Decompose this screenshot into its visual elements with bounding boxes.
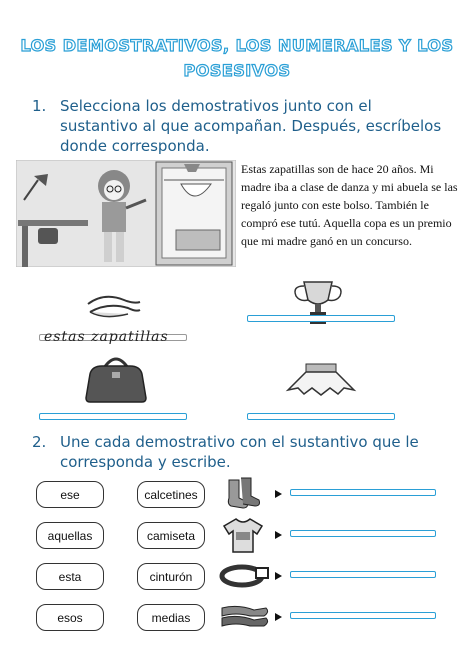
arrow-icon <box>275 531 282 539</box>
noun-pill[interactable]: camiseta <box>137 522 205 549</box>
story-text: Estas zapatillas son de hace 20 años. Mi madre iba a clase de danza y mi abuela se las regaló junto con este bolso. También le compró ese tutú. Aquella copa es un premio que mi madre ganó en un concurso. <box>241 162 458 248</box>
answer-line[interactable] <box>290 612 436 619</box>
exercise-2-number: 2. <box>32 433 47 451</box>
answer-line-3[interactable] <box>39 413 187 420</box>
noun-pill[interactable]: medias <box>137 604 205 631</box>
arrow-icon <box>275 572 282 580</box>
title-line-2: POSESIVOS <box>183 61 291 80</box>
answer-line[interactable] <box>290 530 436 537</box>
exercise-2-instruction <box>32 432 462 474</box>
demonstrative-pill[interactable]: esta <box>36 563 104 590</box>
exercise-1-instruction <box>32 96 462 158</box>
title-line-1: LOS DEMOSTRATIVOS, LOS NUMERALES Y LOS <box>20 36 454 55</box>
exercise-1-number: 1. <box>32 97 47 115</box>
noun-pill[interactable]: calcetines <box>137 481 205 508</box>
tshirt-icon <box>222 516 264 559</box>
arrow-icon <box>275 613 282 621</box>
noun-pill[interactable]: cinturón <box>137 563 205 590</box>
demonstrative-pill[interactable]: esos <box>36 604 104 631</box>
illustration-girl-wardrobe <box>16 160 236 267</box>
demonstrative-pill[interactable]: aquellas <box>36 522 104 549</box>
stockings-icon <box>220 602 270 637</box>
answer-line-2[interactable] <box>247 315 395 322</box>
demonstrative-pill[interactable]: ese <box>36 481 104 508</box>
answer-line[interactable] <box>290 571 436 578</box>
answer-line[interactable] <box>290 489 436 496</box>
trophy-icon <box>286 278 350 331</box>
socks-icon <box>223 476 263 517</box>
example-answer: estas zapatillas <box>44 329 169 345</box>
tutu-icon <box>284 360 358 405</box>
ballet-shoes-icon <box>84 290 144 325</box>
answer-line-4[interactable] <box>247 413 395 420</box>
exercise-2-text: Une cada demostrativo con el sustantivo que le corresponda y escribe. <box>60 433 419 471</box>
handbag-icon <box>80 352 152 409</box>
arrow-icon <box>275 490 282 498</box>
exercise-1-text: Selecciona los demostrativos junto con el sustantivo al que acompañan. Después, escríbelos donde corresponda. <box>60 97 442 155</box>
belt-icon <box>218 560 270 595</box>
